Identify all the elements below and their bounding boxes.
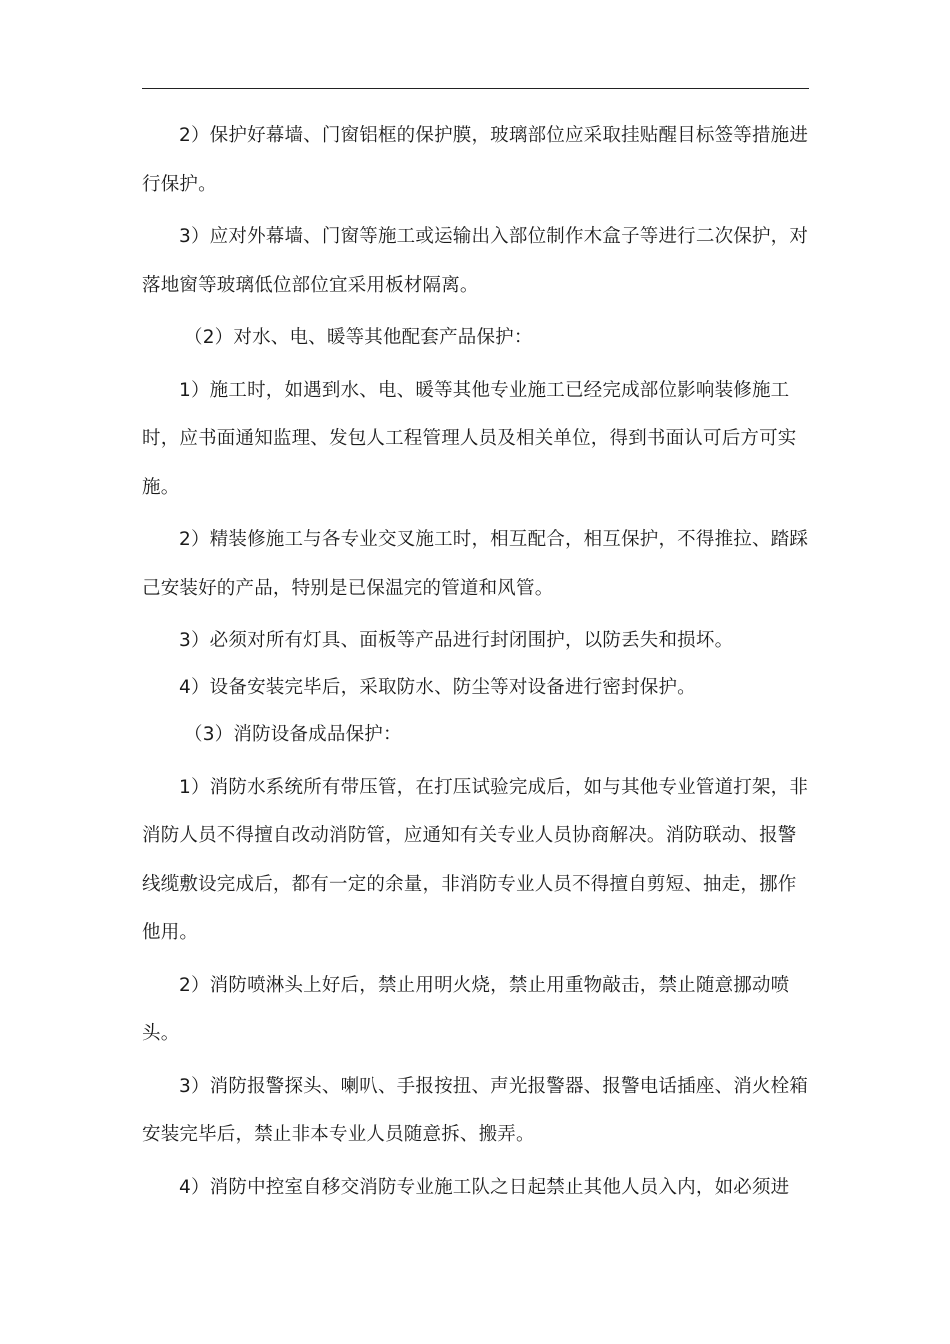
paragraph: 4）设备安装完毕后，采取防水、防尘等对设备进行密封保护。 [179,677,696,698]
section-heading: （3）消防设备成品保护： [184,724,402,745]
header-rule [142,88,809,89]
paragraph: 1）施工时，如遇到水、电、暖等其他专业施工已经完成部位影响装修施工时，应书面通知监理、发包人工程管理人员及相关单位，得到书面认可后方可实施。 [142,379,797,498]
paragraph: 3）消防报警探头、喇叭、手报按扭、声光报警器、报警电话插座、消火栓箱安装完毕后，禁止非本专业人员随意拆、搬弄。 [142,1075,809,1145]
paragraph: 3）必须对所有灯具、面板等产品进行封闭围护，以防丢失和损坏。 [179,630,734,651]
paragraph: 2）消防喷淋头上好后，禁止用明火烧，禁止用重物敲击，禁止随意挪动喷头。 [142,974,790,1044]
document-body [142,112,810,1216]
paragraph: 4）消防中控室自移交消防专业施工队之日起禁止其他人员入内，如必须进 [179,1176,790,1198]
paragraph: 2）保护好幕墙、门窗铝框的保护膜，玻璃部位应采取挂贴醒目标签等措施进行保护。 [142,125,809,195]
section-heading: （2）对水、电、暖等其他配套产品保护： [184,327,533,348]
paragraph: 1）消防水系统所有带压管，在打压试验完成后，如与其他专业管道打架，非消防人员不得擅自改动消防管，应通知有关专业人员协商解决。消防联动、报警线缆敷设完成后，都有一定的余量，非消防专业人员不得擅自剪短、抽走，挪作他用。 [142,776,809,943]
paragraph: 3）应对外幕墙、门窗等施工或运输出入部位制作木盒子等进行二次保护，对落地窗等玻璃低位部位宜采用板材隔离。 [142,226,809,296]
paragraph: 2）精装修施工与各专业交叉施工时，相互配合，相互保护，不得推拉、踏踩己安装好的产品，特别是已保温完的管道和风管。 [142,529,809,599]
